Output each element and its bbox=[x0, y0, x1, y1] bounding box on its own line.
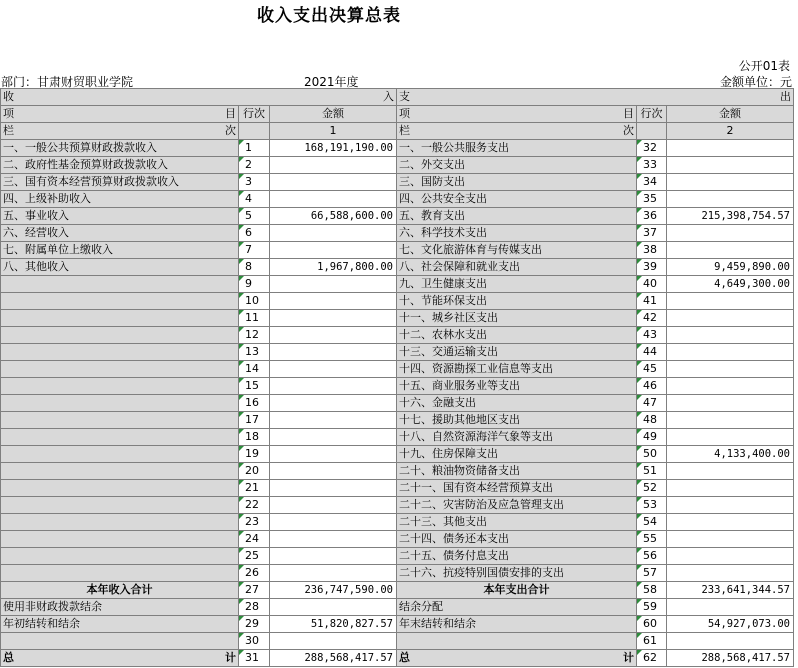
amount-cell[interactable] bbox=[270, 293, 397, 310]
line-number: 16 bbox=[239, 395, 270, 412]
amount-cell[interactable]: 51,820,827.57 bbox=[270, 616, 397, 633]
amount-cell[interactable] bbox=[667, 514, 794, 531]
item-label: 总 计 bbox=[397, 650, 637, 667]
item-label: 二十、粮油物资储备支出 bbox=[397, 463, 637, 480]
line-number: 32 bbox=[637, 140, 667, 157]
amount-cell[interactable] bbox=[270, 633, 397, 650]
line-number: 54 bbox=[637, 514, 667, 531]
table-row bbox=[1, 446, 794, 463]
table-row bbox=[1, 429, 794, 446]
form-code: 公开01表 bbox=[738, 59, 790, 73]
line-number: 60 bbox=[637, 616, 667, 633]
table-row bbox=[1, 497, 794, 514]
item-label bbox=[1, 412, 239, 429]
amount-cell[interactable] bbox=[667, 429, 794, 446]
line-number: 51 bbox=[637, 463, 667, 480]
line-number: 30 bbox=[239, 633, 270, 650]
line-number: 53 bbox=[637, 497, 667, 514]
amount-cell[interactable] bbox=[270, 480, 397, 497]
amount-cell[interactable] bbox=[270, 191, 397, 208]
amount-cell[interactable] bbox=[667, 361, 794, 378]
line-number: 7 bbox=[239, 242, 270, 259]
item-label: 十一、城乡社区支出 bbox=[397, 310, 637, 327]
item-label: 二、外交支出 bbox=[397, 157, 637, 174]
line-number: 8 bbox=[239, 259, 270, 276]
amount-cell[interactable] bbox=[270, 412, 397, 429]
line-number: 4 bbox=[239, 191, 270, 208]
item-label bbox=[1, 395, 239, 412]
amount-cell[interactable] bbox=[270, 157, 397, 174]
item-label bbox=[1, 497, 239, 514]
line-number: 2 bbox=[239, 157, 270, 174]
line-number: 10 bbox=[239, 293, 270, 310]
item-label: 八、其他收入 bbox=[1, 259, 239, 276]
line-number: 26 bbox=[239, 565, 270, 582]
amount-cell[interactable] bbox=[667, 310, 794, 327]
item-label: 使用非财政拨款结余 bbox=[1, 599, 239, 616]
line-number: 14 bbox=[239, 361, 270, 378]
table-row bbox=[1, 395, 794, 412]
item-label: 三、国防支出 bbox=[397, 174, 637, 191]
amount-cell[interactable]: 168,191,190.00 bbox=[270, 140, 397, 157]
line-number: 13 bbox=[239, 344, 270, 361]
item-label: 十五、商业服务业等支出 bbox=[397, 378, 637, 395]
amount-cell[interactable]: 233,641,344.57 bbox=[667, 582, 794, 599]
item-label: 十三、交通运输支出 bbox=[397, 344, 637, 361]
line-number: 56 bbox=[637, 548, 667, 565]
table-row bbox=[1, 378, 794, 395]
item-label bbox=[1, 633, 239, 650]
table-row bbox=[1, 327, 794, 344]
amount-cell[interactable] bbox=[667, 395, 794, 412]
amount-cell[interactable] bbox=[667, 225, 794, 242]
item-label: 二十四、债务还本支出 bbox=[397, 531, 637, 548]
item-label: 七、文化旅游体育与传媒支出 bbox=[397, 242, 637, 259]
line-number: 47 bbox=[637, 395, 667, 412]
item-label: 十、节能环保支出 bbox=[397, 293, 637, 310]
item-label: 年末结转和结余 bbox=[397, 616, 637, 633]
item-label: 二十一、国有资本经营预算支出 bbox=[397, 480, 637, 497]
line-number: 58 bbox=[637, 582, 667, 599]
item-label: 十六、金融支出 bbox=[397, 395, 637, 412]
table-row bbox=[1, 480, 794, 497]
line-number: 39 bbox=[637, 259, 667, 276]
item-label: 三、国有资本经营预算财政拨款收入 bbox=[1, 174, 239, 191]
item-label: 年初结转和结余 bbox=[1, 616, 239, 633]
amount-cell[interactable] bbox=[270, 599, 397, 616]
line-number: 44 bbox=[637, 344, 667, 361]
table-row bbox=[1, 191, 794, 208]
amount-cell[interactable] bbox=[667, 157, 794, 174]
line-number: 9 bbox=[239, 276, 270, 293]
item-label bbox=[397, 633, 637, 650]
line-number: 22 bbox=[239, 497, 270, 514]
amount-cell[interactable] bbox=[270, 327, 397, 344]
table-row bbox=[1, 565, 794, 582]
amount-cell[interactable] bbox=[270, 565, 397, 582]
amount-cell[interactable]: 4,133,400.00 bbox=[667, 446, 794, 463]
table-row bbox=[1, 599, 794, 616]
item-label bbox=[1, 565, 239, 582]
item-label: 二十三、其他支出 bbox=[397, 514, 637, 531]
item-label bbox=[1, 548, 239, 565]
line-number: 34 bbox=[637, 174, 667, 191]
table-row bbox=[1, 633, 794, 650]
line-number: 49 bbox=[637, 429, 667, 446]
item-label bbox=[1, 378, 239, 395]
line-number: 36 bbox=[637, 208, 667, 225]
amount-cell[interactable] bbox=[270, 429, 397, 446]
item-label bbox=[1, 446, 239, 463]
line-number: 46 bbox=[637, 378, 667, 395]
header-row-item: 项 目 行次 金额 项 目 行次 金额 bbox=[1, 106, 794, 123]
amount-cell[interactable] bbox=[667, 412, 794, 429]
line-number: 43 bbox=[637, 327, 667, 344]
table-row bbox=[1, 650, 794, 667]
line-number: 5 bbox=[239, 208, 270, 225]
amount-cell[interactable] bbox=[270, 446, 397, 463]
amount-cell[interactable] bbox=[270, 395, 397, 412]
line-number: 57 bbox=[637, 565, 667, 582]
amount-cell[interactable] bbox=[270, 225, 397, 242]
table-row bbox=[1, 412, 794, 429]
item-label: 二十六、抗疫特别国债安排的支出 bbox=[397, 565, 637, 582]
item-label: 二十二、灾害防治及应急管理支出 bbox=[397, 497, 637, 514]
item-label: 一、一般公共预算财政拨款收入 bbox=[1, 140, 239, 157]
item-label: 结余分配 bbox=[397, 599, 637, 616]
amount-cell[interactable] bbox=[667, 497, 794, 514]
amount-cell[interactable] bbox=[667, 633, 794, 650]
line-number: 61 bbox=[637, 633, 667, 650]
line-number: 59 bbox=[637, 599, 667, 616]
amount-cell[interactable] bbox=[667, 242, 794, 259]
item-label: 二、政府性基金预算财政拨款收入 bbox=[1, 157, 239, 174]
line-number: 40 bbox=[637, 276, 667, 293]
amount-cell[interactable] bbox=[667, 327, 794, 344]
amount-cell[interactable] bbox=[667, 174, 794, 191]
item-label: 四、公共安全支出 bbox=[397, 191, 637, 208]
amount-cell[interactable] bbox=[270, 174, 397, 191]
item-label: 一、一般公共服务支出 bbox=[397, 140, 637, 157]
amount-cell[interactable]: 54,927,073.00 bbox=[667, 616, 794, 633]
line-number: 6 bbox=[239, 225, 270, 242]
amount-cell[interactable]: 236,747,590.00 bbox=[270, 582, 397, 599]
item-label: 十七、援助其他地区支出 bbox=[397, 412, 637, 429]
item-label: 九、卫生健康支出 bbox=[397, 276, 637, 293]
item-label: 十四、资源勘探工业信息等支出 bbox=[397, 361, 637, 378]
item-label bbox=[1, 310, 239, 327]
table-row bbox=[1, 531, 794, 548]
line-number: 33 bbox=[637, 157, 667, 174]
department-label: 部门：甘肃财贸职业学院 bbox=[1, 75, 134, 89]
table-row bbox=[1, 463, 794, 480]
item-label: 六、经营收入 bbox=[1, 225, 239, 242]
amount-cell[interactable] bbox=[667, 191, 794, 208]
table-row bbox=[1, 157, 794, 174]
amount-cell[interactable] bbox=[270, 463, 397, 480]
amount-cell[interactable] bbox=[667, 293, 794, 310]
amount-cell[interactable] bbox=[667, 565, 794, 582]
line-number: 23 bbox=[239, 514, 270, 531]
table-row bbox=[1, 174, 794, 191]
amount-cell[interactable] bbox=[270, 242, 397, 259]
item-label: 六、科学技术支出 bbox=[397, 225, 637, 242]
line-number: 27 bbox=[239, 582, 270, 599]
line-number: 62 bbox=[637, 650, 667, 667]
item-label bbox=[1, 344, 239, 361]
line-number: 25 bbox=[239, 548, 270, 565]
item-label: 七、附属单位上缴收入 bbox=[1, 242, 239, 259]
item-label: 四、上级补助收入 bbox=[1, 191, 239, 208]
line-number: 3 bbox=[239, 174, 270, 191]
table-row bbox=[1, 140, 794, 157]
table-row bbox=[1, 242, 794, 259]
item-label bbox=[1, 276, 239, 293]
line-number: 28 bbox=[239, 599, 270, 616]
amount-cell[interactable]: 215,398,754.57 bbox=[667, 208, 794, 225]
item-label bbox=[1, 361, 239, 378]
item-label: 总 计 bbox=[1, 650, 239, 667]
item-label: 八、社会保障和就业支出 bbox=[397, 259, 637, 276]
amount-cell[interactable] bbox=[667, 140, 794, 157]
item-label: 五、事业收入 bbox=[1, 208, 239, 225]
item-label bbox=[1, 480, 239, 497]
item-label bbox=[1, 514, 239, 531]
line-number: 17 bbox=[239, 412, 270, 429]
budget-summary-table bbox=[0, 88, 794, 667]
item-label: 十八、自然资源海洋气象等支出 bbox=[397, 429, 637, 446]
amount-cell[interactable] bbox=[667, 531, 794, 548]
amount-cell[interactable]: 66,588,600.00 bbox=[270, 208, 397, 225]
line-number: 18 bbox=[239, 429, 270, 446]
line-number: 24 bbox=[239, 531, 270, 548]
amount-cell[interactable]: 1,967,800.00 bbox=[270, 259, 397, 276]
page-title: 收入支出决算总表 bbox=[257, 6, 401, 26]
header-row-income-expense: 收 入 支 出 bbox=[1, 89, 794, 106]
table-row bbox=[1, 344, 794, 361]
line-number: 52 bbox=[637, 480, 667, 497]
amount-cell[interactable] bbox=[270, 378, 397, 395]
fiscal-year: 2021年度 bbox=[304, 75, 359, 89]
amount-cell[interactable] bbox=[667, 599, 794, 616]
line-number: 35 bbox=[637, 191, 667, 208]
amount-cell[interactable] bbox=[270, 497, 397, 514]
item-label bbox=[1, 531, 239, 548]
amount-cell[interactable] bbox=[270, 276, 397, 293]
item-label: 五、教育支出 bbox=[397, 208, 637, 225]
line-number: 55 bbox=[637, 531, 667, 548]
table-row bbox=[1, 361, 794, 378]
line-number: 42 bbox=[637, 310, 667, 327]
table-row bbox=[1, 208, 794, 225]
amount-cell[interactable] bbox=[667, 344, 794, 361]
line-number: 11 bbox=[239, 310, 270, 327]
table-row bbox=[1, 582, 794, 599]
line-number: 20 bbox=[239, 463, 270, 480]
amount-cell[interactable] bbox=[667, 378, 794, 395]
item-label bbox=[1, 429, 239, 446]
line-number: 50 bbox=[637, 446, 667, 463]
line-number: 31 bbox=[239, 650, 270, 667]
amount-cell[interactable] bbox=[270, 514, 397, 531]
item-label: 十二、农林水支出 bbox=[397, 327, 637, 344]
line-number: 21 bbox=[239, 480, 270, 497]
line-number: 37 bbox=[637, 225, 667, 242]
table-row bbox=[1, 293, 794, 310]
amount-cell[interactable] bbox=[667, 480, 794, 497]
line-number: 12 bbox=[239, 327, 270, 344]
table-row bbox=[1, 225, 794, 242]
amount-unit: 金额单位：元 bbox=[719, 75, 792, 89]
item-label: 二十五、债务付息支出 bbox=[397, 548, 637, 565]
line-number: 38 bbox=[637, 242, 667, 259]
item-label: 十九、住房保障支出 bbox=[397, 446, 637, 463]
table-row bbox=[1, 310, 794, 327]
line-number: 19 bbox=[239, 446, 270, 463]
amount-cell[interactable] bbox=[270, 531, 397, 548]
table-row bbox=[1, 514, 794, 531]
item-label: 本年收入合计 bbox=[1, 582, 239, 599]
line-number: 41 bbox=[637, 293, 667, 310]
amount-cell[interactable]: 288,568,417.57 bbox=[667, 650, 794, 667]
line-number: 45 bbox=[637, 361, 667, 378]
item-label: 本年支出合计 bbox=[397, 582, 637, 599]
amount-cell[interactable] bbox=[667, 548, 794, 565]
item-label bbox=[1, 463, 239, 480]
line-number: 15 bbox=[239, 378, 270, 395]
table-row bbox=[1, 548, 794, 565]
line-number: 1 bbox=[239, 140, 270, 157]
amount-cell[interactable]: 9,459,890.00 bbox=[667, 259, 794, 276]
item-label bbox=[1, 293, 239, 310]
line-number: 48 bbox=[637, 412, 667, 429]
amount-cell[interactable] bbox=[667, 463, 794, 480]
table-row bbox=[1, 259, 794, 276]
header-row-column-no: 栏 次 1 栏 次 2 bbox=[1, 123, 794, 140]
amount-cell[interactable] bbox=[270, 548, 397, 565]
table-row bbox=[1, 616, 794, 633]
amount-cell[interactable]: 4,649,300.00 bbox=[667, 276, 794, 293]
amount-cell[interactable] bbox=[270, 344, 397, 361]
amount-cell[interactable] bbox=[270, 310, 397, 327]
table-row bbox=[1, 276, 794, 293]
line-number: 29 bbox=[239, 616, 270, 633]
amount-cell[interactable] bbox=[270, 361, 397, 378]
amount-cell[interactable]: 288,568,417.57 bbox=[270, 650, 397, 667]
item-label bbox=[1, 327, 239, 344]
